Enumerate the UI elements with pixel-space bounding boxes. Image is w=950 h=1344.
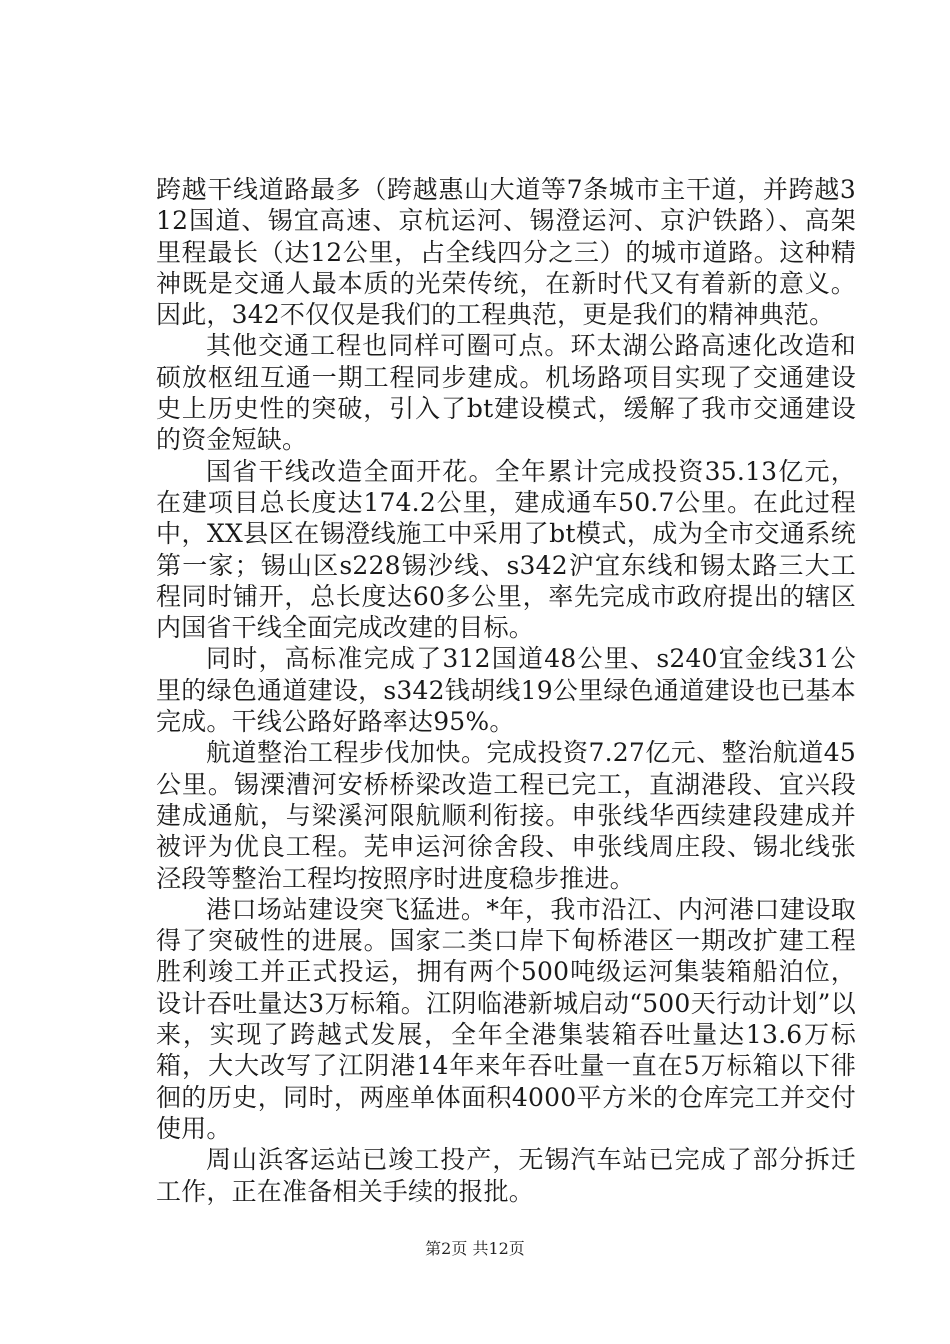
paragraph-6: 港口场站建设突飞猛进。*年，我市沿江、内河港口建设取得了突破性的进展。国家二类口岸下甸桥港区一期改扩建工程胜利竣工并正式投运，拥有两个500吨级运河集装箱船泊位，设计吞吐量达3万标箱。江阴临港新城启动“500天行动计划”以来，实现了跨越式发展，全年全港集装箱吞吐量达13.6万标箱，大大改写了江阴港14年来年吞吐量一直在5万标箱以下徘徊的历史，同时，两座单体面积4000平方米的仓库完工并交付使用。 bbox=[156, 894, 856, 1143]
page-number-label: 第2页 共12页 bbox=[425, 1239, 525, 1258]
paragraph-2: 其他交通工程也同样可圈可点。环太湖公路高速化改造和硕放枢纽互通一期工程同步建成。机场路项目实现了交通建设史上历史性的突破，引入了bt建设模式，缓解了我市交通建设的资金短缺。 bbox=[156, 331, 856, 455]
page-footer bbox=[0, 1239, 950, 1259]
document-body bbox=[156, 174, 856, 1207]
paragraph-7: 周山浜客运站已竣工投产，无锡汽车站已完成了部分拆迁工作，正在准备相关手续的报批。 bbox=[156, 1145, 856, 1206]
paragraph-4: 同时，高标准完成了312国道48公里、s240宜金线31公里的绿色通道建设，s342钱胡线19公里绿色通道建设也已基本完成。干线公路好路率达95%。 bbox=[156, 644, 856, 737]
paragraph-5: 航道整治工程步伐加快。完成投资7.27亿元、整治航道45公里。锡溧漕河安桥桥梁改造工程已完工，直湖港段、宜兴段建成通航，与梁溪河限航顺利衔接。申张线华西续建段建成并被评为优良工程。芜申运河徐舍段、申张线周庄段、锡北线张泾段等整治工程均按照序时进度稳步推进。 bbox=[156, 738, 856, 893]
paragraph-3: 国省干线改造全面开花。全年累计完成投资35.13亿元，在建项目总长度达174.2公里，建成通车50.7公里。在此过程中，XX县区在锡澄线施工中采用了bt模式，成为全市交通系统第一家；锡山区s228锡沙线、s342沪宜东线和锡太路三大工程同时铺开，总长度达60多公里，率先完成市政府提出的辖区内国省干线全面完成改建的目标。 bbox=[156, 456, 856, 643]
paragraph-1: 跨越干线道路最多（跨越惠山大道等7条城市主干道，并跨越312国道、锡宜高速、京杭运河、锡澄运河、京沪铁路）、高架里程最长（达12公里，占全线四分之三）的城市道路。这种精神既是交通人最本质的光荣传统，在新时代又有着新的意义。因此，342不仅仅是我们的工程典范，更是我们的精神典范。 bbox=[156, 175, 856, 330]
